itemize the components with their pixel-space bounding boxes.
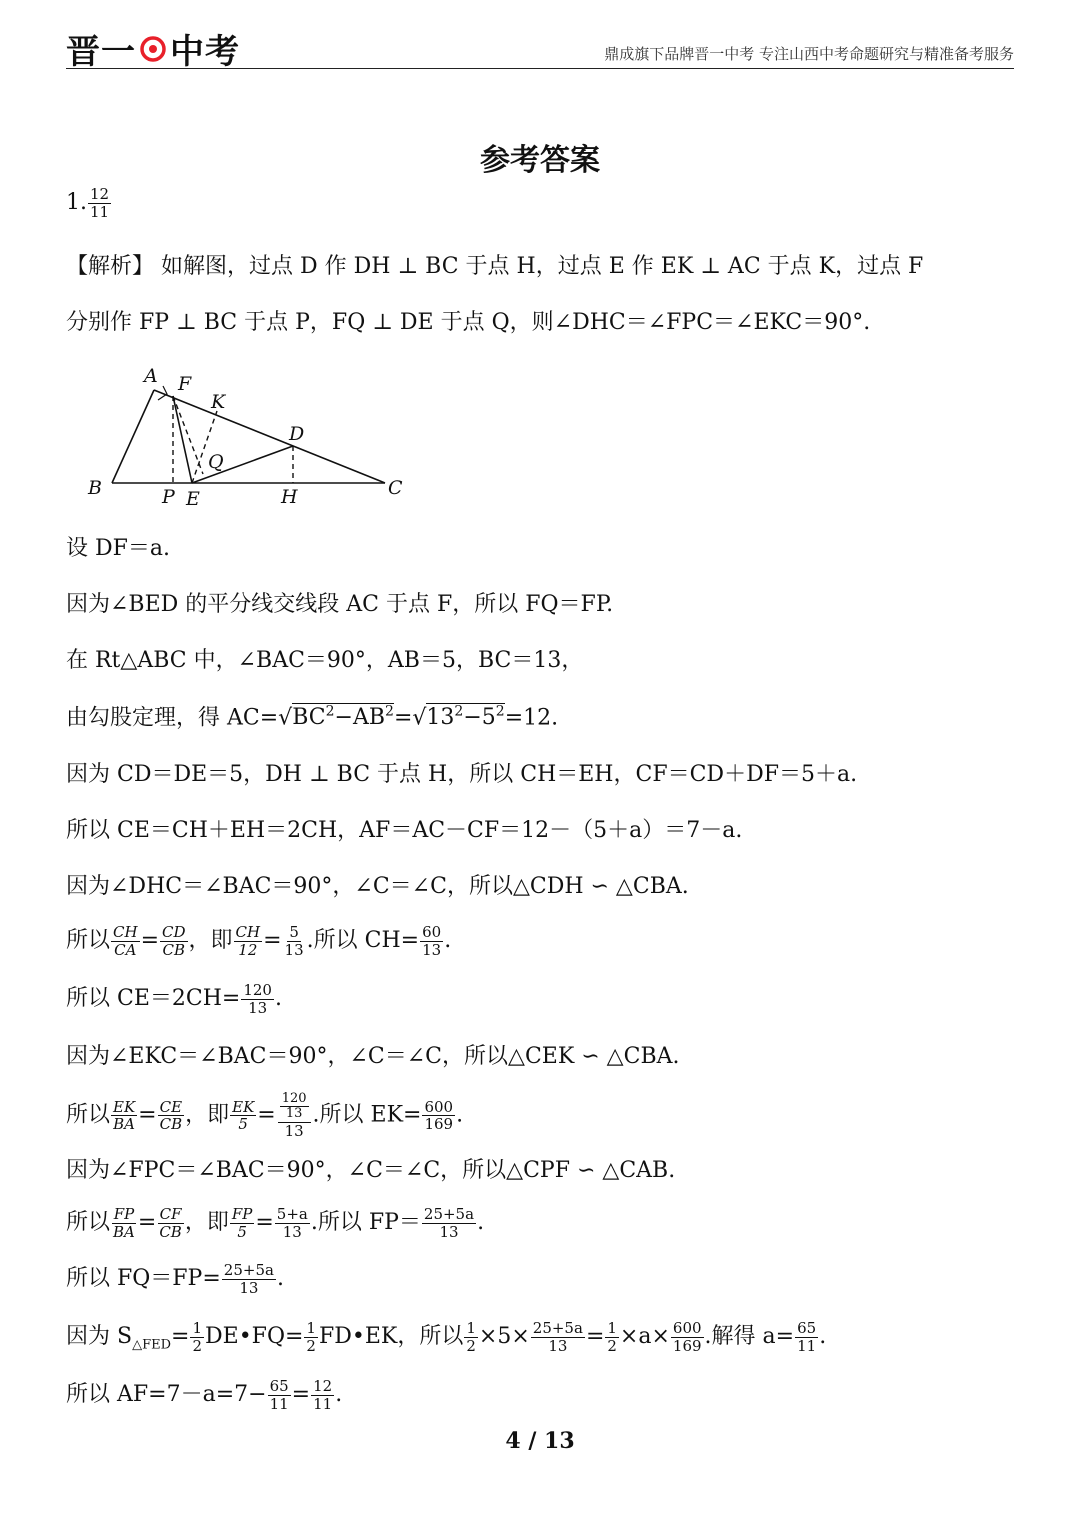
step-3: 在 Rt△ABC 中，∠BAC＝90°，AB＝5，BC＝13， [66,648,584,673]
step-7: 因为∠DHC＝∠BAC＝90°，∠C＝∠C，所以△CDH ∽ △CBA. [66,874,689,899]
label-B: B [88,477,102,499]
step-15: 因为 $S_{\triangle FED}=$ $\frac{1}{2}$ DE•FQ= $\frac{1}{2}$ FD•EK，所以 $\frac{1}{2}$ ×5× $\frac{25+5a}{13}$ = $\frac{1}{2}$ ×a× $\frac{600}{169}$ .解得 a= $\frac{65}{11}$ . [66,1319,827,1355]
header-tagline: 鼎成旗下品牌晋一中考 专注山西中考命题研究与精准备考服务 [604,45,1014,63]
label-F: F [178,373,192,395]
answer-fraction: $\frac{12}{11}$ [90,185,110,221]
step-16: 所以 AF=7－a=7− $\frac{65}{11}$ = $\frac{12}{11}$ . [66,1377,343,1413]
label-A: A [144,365,158,387]
label-C: C [388,477,403,499]
target-logo-icon [140,36,166,62]
label-Q: Q [208,451,224,473]
label-P: P [162,486,175,508]
brand-logo [66,24,240,73]
step-5: 因为 CD＝DE＝5，DH ⊥ BC 于点 H，所以 CH＝EH，CF＝CD＋DF＝5＋a. [66,762,858,787]
step-12: 因为∠FPC＝∠BAC＝90°，∠C＝∠C，所以△CPF ∽ △CAB. [66,1158,676,1183]
analysis-line-2: 分别作 FP ⊥ BC 于点 P，FQ ⊥ DE 于点 Q，则∠DHC＝∠FPC＝∠EKC＝90°. [66,310,871,335]
label-K: K [211,391,226,413]
label-E: E [186,488,200,510]
answer-line: 1. $\frac{12}{11}$ [66,185,110,221]
step-9: 所以 CE＝2CH= $\frac{120}{13}$ . [66,981,282,1017]
step-1: 设 DF＝a. [66,536,171,561]
page-title: 参考答案 [480,143,600,178]
step-8: 所以 $\frac{CH}{CA}$ = $\frac{CD}{CB}$ ，即 $\frac{CH}{12}$ = $\frac{5}{13}$ .所以 CH= $\frac{60}{13}$ . [66,923,452,959]
label-D: D [289,423,305,445]
step-2: 因为∠BED 的平分线交线段 AC 于点 F，所以 FQ＝FP. [66,592,614,617]
step-11: 所以 $\frac{EK}{BA}$ = $\frac{CE}{CB}$ ，即 $\frac{EK}{5}$ = $\frac{\frac{120}{13}}{13}$ .所以 EK= $\frac{600}{169}$ . [66,1091,464,1140]
logo-text-right: 中考 [170,32,240,72]
step-13: 所以 $\frac{FP}{BA}$ = $\frac{CF}{CB}$ ，即 $\frac{FP}{5}$ = $\frac{5+a}{13}$ .所以 FP＝ $\frac{25+5a}{13}$ . [66,1205,485,1241]
label-H: H [281,486,298,508]
logo-text-left: 晋一 [66,32,136,72]
analysis-line-1: 【解析】 如解图，过点 D 作 DH ⊥ BC 于点 H，过点 E 作 EK ⊥ AC 于点 K，过点 F [66,254,924,279]
geometry-figure [80,358,420,518]
page-number: 4 / 13 [505,1428,575,1454]
step-14: 所以 FQ＝FP= $\frac{25+5a}{13}$ . [66,1261,284,1297]
analysis-label: 【解析】 [66,254,155,279]
step-4: 由勾股定理，得 $AC=√BC^2-AB^2=√13^2-5^2=12$. [66,704,559,731]
page-header [66,18,1014,72]
step-6: 所以 CE＝CH＋EH＝2CH，AF＝AC－CF＝12－（5＋a）＝7－a. [66,818,743,843]
step-10: 因为∠EKC＝∠BAC＝90°，∠C＝∠C，所以△CEK ∽ △CBA. [66,1044,680,1069]
